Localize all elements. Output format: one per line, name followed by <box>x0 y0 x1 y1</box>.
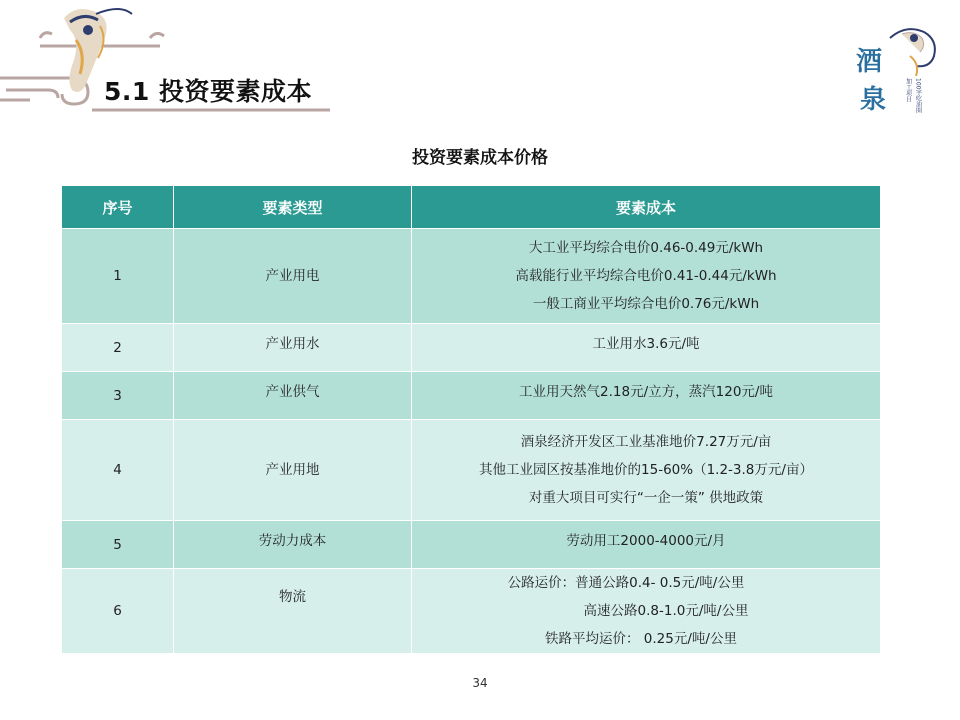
cost-table <box>61 185 881 654</box>
cost-line: 工业用天然气2.18元/立方，蒸汽120元/吨 <box>519 384 773 400</box>
column-header-no: 序号 <box>62 186 174 229</box>
row-type: 产业用水 <box>174 324 412 372</box>
row-type: 物流 <box>174 569 412 654</box>
table-row <box>62 229 881 324</box>
cost-line: 工业用水3.6元/吨 <box>592 336 700 352</box>
row-cost <box>412 324 881 372</box>
row-type: 产业用地 <box>174 420 412 521</box>
row-type: 产业用电 <box>174 229 412 324</box>
cost-line: 铁路平均运价： 0.25元/吨/公里 <box>545 631 737 647</box>
cost-line: 高载能行业平均综合电价0.41-0.44元/kWh <box>515 268 777 284</box>
table-row <box>62 420 881 521</box>
row-number: 6 <box>62 569 174 654</box>
logo-side-text-2: 100字吃油圈 <box>914 78 922 114</box>
cost-line: 一般工商业平均综合电价0.76元/kWh <box>532 296 760 312</box>
row-number: 5 <box>62 521 174 569</box>
cost-line: 大工业平均综合电价0.46-0.49元/kWh <box>528 240 764 256</box>
table-header-row <box>62 186 881 229</box>
page-number: 34 <box>472 676 488 690</box>
cost-line: 酒泉经济开发区工业基准地价7.27万元/亩 <box>520 434 772 450</box>
section-title: 5.1 投资要素成本 <box>104 77 312 106</box>
table-row <box>62 372 881 420</box>
row-number: 1 <box>62 229 174 324</box>
column-header-type: 要素类型 <box>174 186 412 229</box>
cost-line: 公路运价：普通公路0.4- 0.5元/吨/公里 <box>507 575 745 591</box>
logo-char-top: 酒 <box>856 47 883 77</box>
logo-char-bottom: 泉 <box>860 85 887 115</box>
jiuquan-logo <box>850 16 942 128</box>
logo-side-text-1: 加工项目 <box>904 78 912 102</box>
row-type: 劳动力成本 <box>174 521 412 569</box>
row-cost <box>412 420 881 521</box>
table-title: 投资要素成本价格 <box>412 148 548 168</box>
cost-line: 其他工业园区按基准地价的15-60%（1.2-3.8万元/亩） <box>479 462 813 478</box>
cost-line: 高速公路0.8-1.0元/吨/公里 <box>583 603 749 619</box>
row-number: 2 <box>62 324 174 372</box>
table-row <box>62 324 881 372</box>
table-row <box>62 521 881 569</box>
row-number: 4 <box>62 420 174 521</box>
row-cost <box>412 521 881 569</box>
row-type: 产业供气 <box>174 372 412 420</box>
row-cost <box>412 372 881 420</box>
row-number: 3 <box>62 372 174 420</box>
column-header-cost: 要素成本 <box>412 186 881 229</box>
row-cost <box>412 229 881 324</box>
row-cost <box>412 569 881 654</box>
cost-line: 劳动用工2000-4000元/月 <box>566 533 726 549</box>
table-row <box>62 569 881 654</box>
cost-line: 对重大项目可实行“一企一策” 供地政策 <box>528 490 764 506</box>
